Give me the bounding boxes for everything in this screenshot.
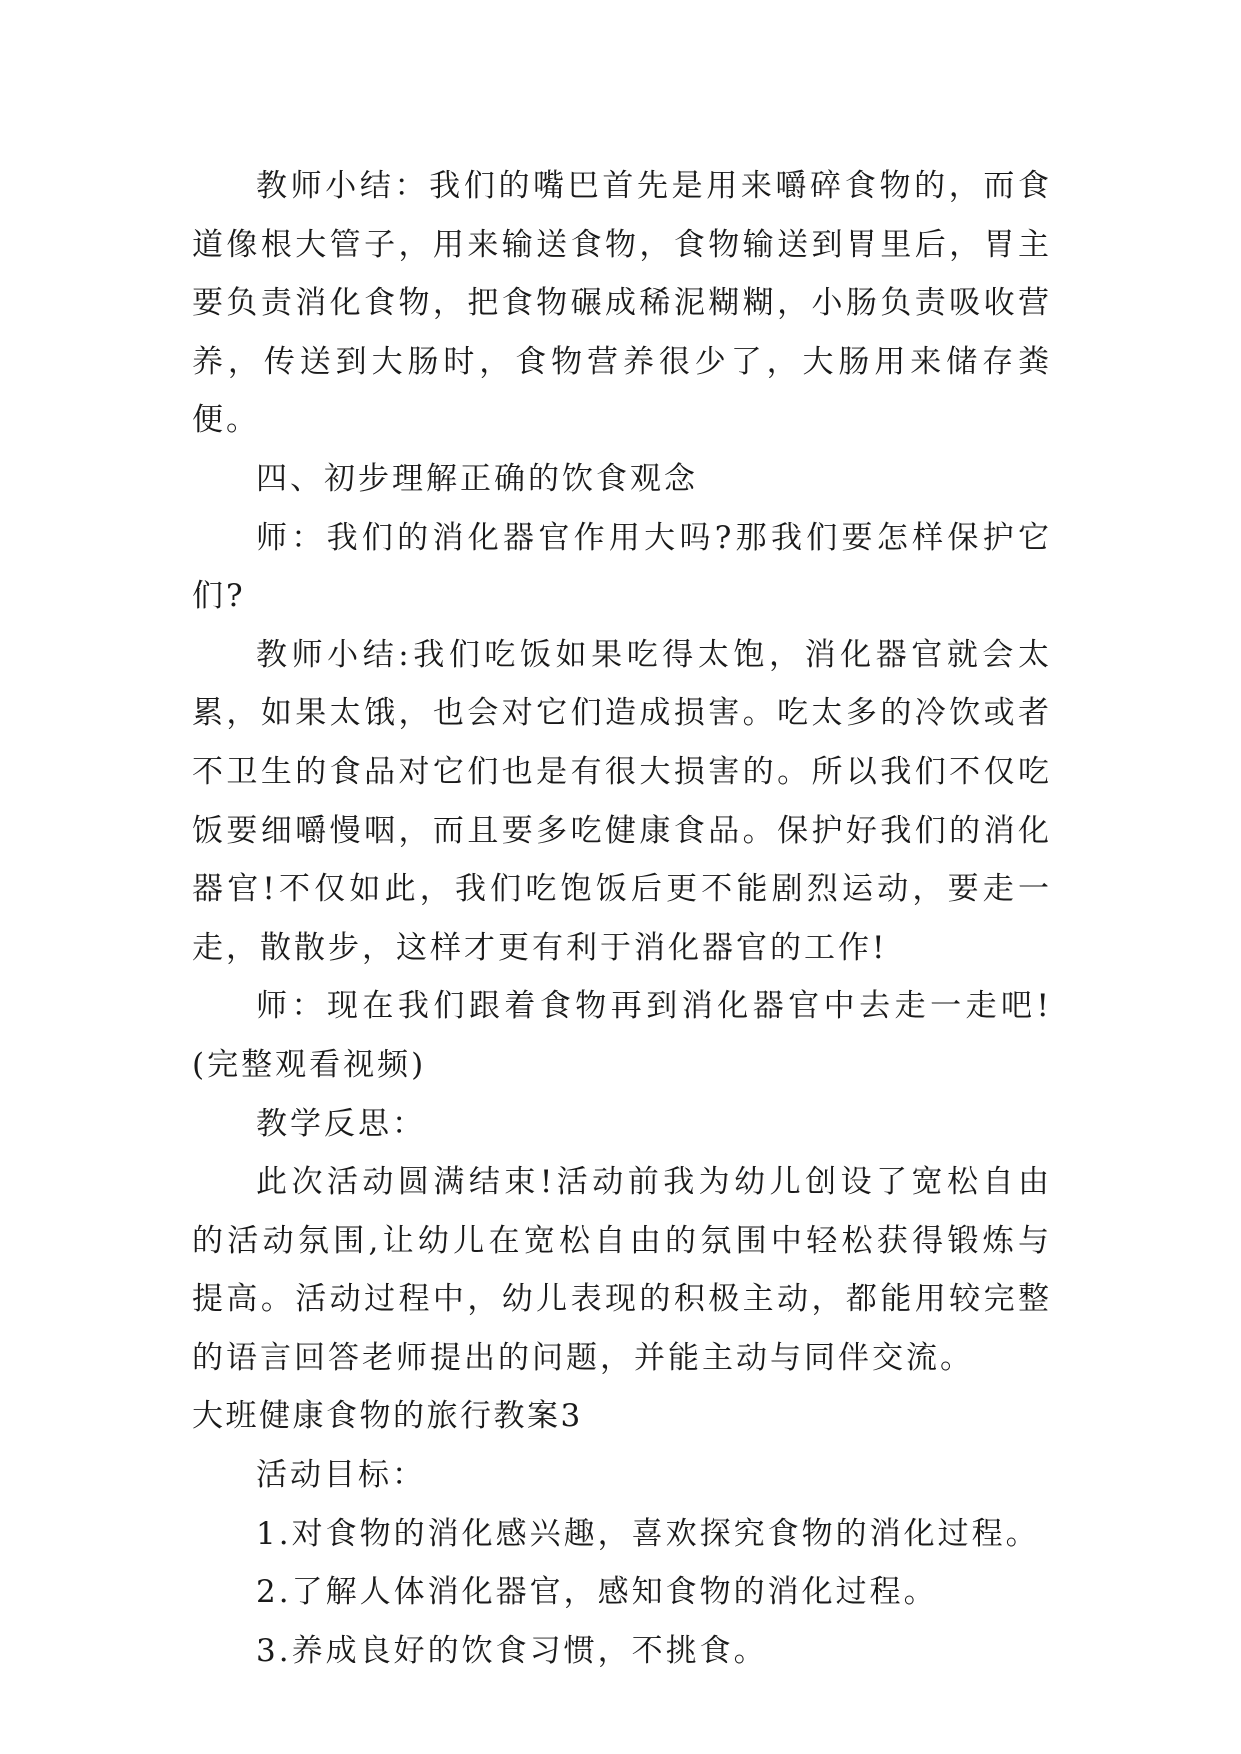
goal-item-3: 3.养成良好的饮食习惯，不挑食。 — [256, 1632, 768, 1669]
heading-teaching-reflection: 教学反思： — [256, 1105, 426, 1142]
paragraph-reflection: 此次活动圆满结束!活动前我为幼儿创设了宽松自由的活动氛围,让幼儿在宽松自由的氛围中轻松获得锻炼与提高。活动过程中，幼儿表现的积极主动，都能用较完整的语言回答老师提出的问题，并能主动与同伴交流。 — [192, 1164, 1052, 1376]
heading-activity-goals: 活动目标： — [256, 1457, 426, 1494]
document-body — [192, 157, 1052, 1680]
paragraph-teacher-video: 师：现在我们跟着食物再到消化器官中去走一走吧!(完整观看视频) — [192, 988, 1052, 1083]
goal-item-2: 2.了解人体消化器官，感知食物的消化过程。 — [256, 1574, 938, 1611]
paragraph-teacher-summary-diet: 教师小结:我们吃饭如果吃得太饱，消化器官就会太累，如果太饿，也会对它们造成损害。吃太多的冷饮或者不卫生的食品对它们也是有很大损害的。所以我们不仅吃饭要细嚼慢咽，而且要多吃健康食品。保护好我们的消化器官!不仅如此，我们吃饱饭后更不能剧烈运动，要走一走，散散步，这样才更有利于消化器官的工作! — [192, 636, 1052, 966]
goal-item-1: 1.对食物的消化感兴趣，喜欢探究食物的消化过程。 — [256, 1515, 1040, 1552]
paragraph-teacher-question: 师：我们的消化器官作用大吗?那我们要怎样保护它们? — [192, 519, 1052, 615]
section-title: 大班健康食物的旅行教案3 — [192, 1398, 583, 1435]
paragraph-teacher-summary-digestion: 教师小结：我们的嘴巴首先是用来嚼碎食物的，而食道像根大管子，用来输送食物，食物输送到胃里后，胃主要负责消化食物，把食物碾成稀泥糊糊，小肠负责吸收营养，传送到大肠时，食物营养很少了，大肠用来储存粪便。 — [192, 168, 1052, 439]
heading-section-four: 四、初步理解正确的饮食观念 — [256, 460, 698, 497]
